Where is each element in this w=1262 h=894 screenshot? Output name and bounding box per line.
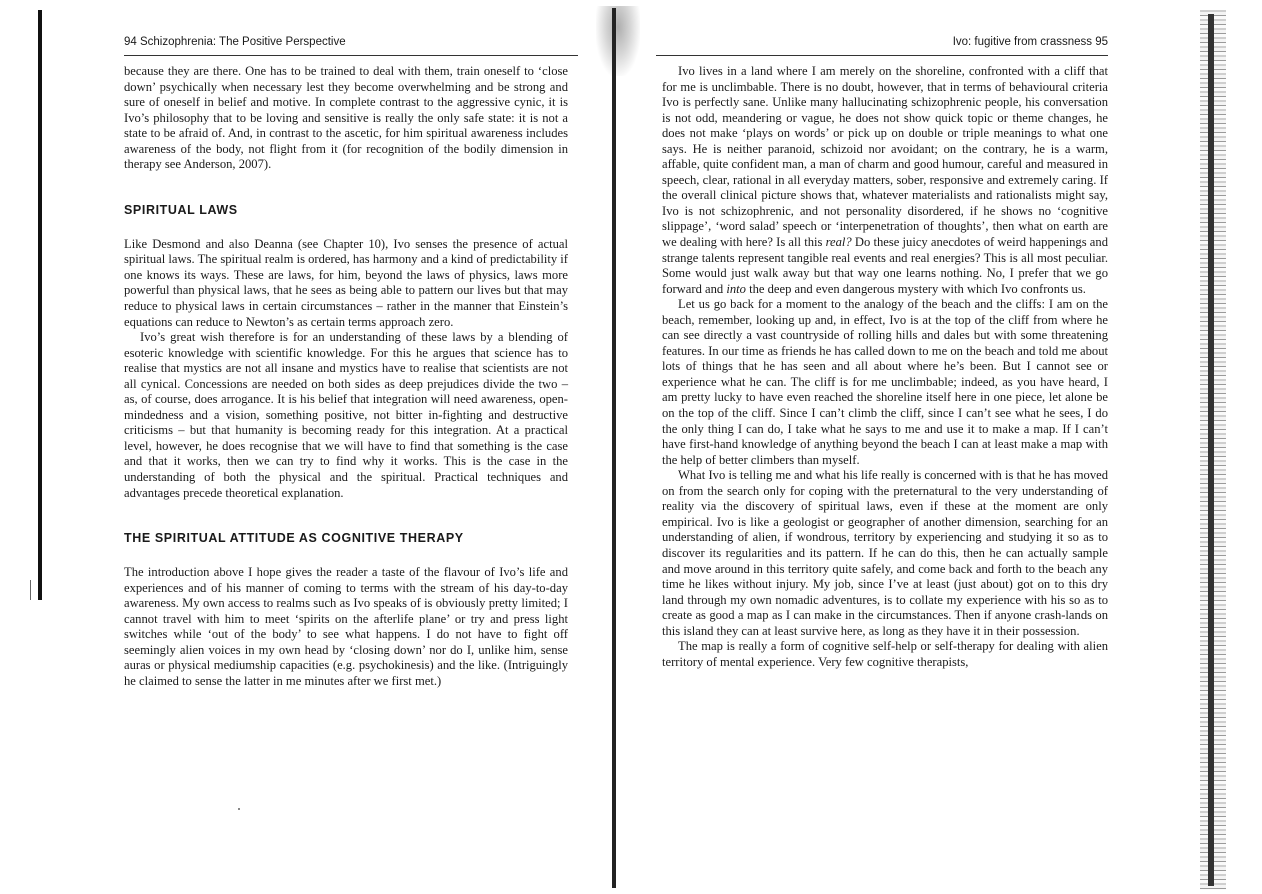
scan-shadow-left xyxy=(38,10,42,600)
paragraph-spiritual-laws-1: Like Desmond and also Deanna (see Chapter 10), Ivo senses the presence of actual spiritual laws. The spiritual realm is ordered, has harmony and a kind of predictability if one knows its ways. These are laws, for him, beyond the laws of physics, laws more powerful than physical laws, that he sees as being able to pattern our lives but that may reduce to physical laws in certain circumstances – rather in the manner that Einstein’s equations can reduce to Newton’s as certain terms approach zero. xyxy=(124,236,568,329)
text-run: the deep and even dangerous mystery with which Ivo confronts us. xyxy=(745,281,1086,296)
paragraph-map-self-help: The map is really a form of cognitive self-help or self-therapy for dealing with alien territory of mental experience. Very few cognitive therapists, xyxy=(662,639,1108,669)
heading-cognitive-therapy: THE SPIRITUAL ATTITUDE AS COGNITIVE THERAPY xyxy=(124,531,464,546)
left-running-head: 94 Schizophrenia: The Positive Perspective xyxy=(124,36,346,48)
text-run: Do these juicy anecdotes of weird happenings and strange talents represent tangible real events and real energies? This is all most peculiar. Some would just walk away but that way one learns nothing. No, I prefer that we go forward and xyxy=(662,235,1108,296)
right-header-rule xyxy=(656,55,1108,56)
paragraph-ivo-shoreline xyxy=(662,64,1108,297)
emphasis-real: real? xyxy=(825,235,852,250)
left-page xyxy=(124,36,568,690)
left-header-rule xyxy=(124,55,578,56)
scan-shadow-right xyxy=(1208,14,1214,886)
scan-speck xyxy=(238,808,240,810)
text-run: Ivo lives in a land where I am merely on the shoreline, confronted with a cliff that for me is unclimbable. There is no doubt, however, that in terms of behavioural criteria Ivo is perfectly sane. Unlike many hallucinating schizophrenic people, his conversation is not odd, meandering or vague, he does not show quick topic or theme changes, he does not make ‘plays on words’ or pick up on double or triple meanings to what one says. He is neither paranoid, schizoid nor avoidant; on the contrary, he is a warm, affable, quite confident man, a man of charm and good humour, careful and measured in speech, clear, rational in all everyday matters, sober, responsive and extremely caring. If the overall clinical picture shows that, whatever materialists and rationalists might say, Ivo is not schizophrenic, and not personality disordered, if he shows no ‘cognitive slippage’, ‘word salad’ speech or ‘interpenetration of thoughts’, then what on earth are we dealing with here? Is all this xyxy=(662,64,1108,250)
right-running-head: Ivo: fugitive from crassness 95 xyxy=(952,36,1108,48)
paragraph-spiritual-laws-2: Ivo’s great wish therefore is for an understanding of these laws by a blending of esoteric knowledge with scientific knowledge. For this he argues that science has to realise that mystics are not all insane and mystics have to realise that scientists are not all cynical. Concessions are needed on both sides as deep prejudices divide the two – as, of course, does arrogance. It is his belief that integration will need awareness, open-mindedness and a vision, something positive, not bitter in-fighting and destructive criticisms – but that humanity is becoming ready for this integration. At a practical level, however, he does recognise that we will have to find that something is the case and that it works, then we can try to find why it works. This is the case in the understanding of both the physical and the spiritual. Practical techniques and advantages precede theoretical explanation. xyxy=(124,330,568,500)
continued-paragraph: because they are there. One has to be trained to deal with them, train oneself to ‘close down’ psychically when necessary lest they become overwhelming and be strong and sure of oneself in belief and motive. In complete contrast to the aggressive cynic, it is Ivo’s philosophy that to be loving and sensitive is really the only safe state: it is not a state to be afraid of. And, in contrast to the ascetic, for him spiritual awareness includes awareness of the body, not flight from it (for recognition of the bodily dimension in therapy see Anderson, 2007). xyxy=(124,64,568,172)
book-gutter xyxy=(612,8,616,888)
paragraph-cognitive-therapy: The introduction above I hope gives the reader a taste of the flavour of Ivo’s life and experiences and of his manner of coming to terms with the stream of his day-to-day awareness. My own access to realms such as Ivo speaks of is obviously pretty limited; I cannot travel with him to meet ‘spirits on the afterlife plane’ or try and press light switches while ‘out of the body’ to see what happens. I do not have to fight off seemingly alien voices in my own head by ‘closing down’ nor do I, unlike him, sense auras or physical mediumship capacities (e.g. psychokinesis) and the like. (Intriguingly he claimed to sense the latter in me minutes after we first met.) xyxy=(124,565,568,688)
scan-mark xyxy=(30,580,31,600)
right-page xyxy=(662,36,1108,670)
heading-spiritual-laws: SPIRITUAL LAWS xyxy=(124,202,238,217)
paragraph-beach-analogy: Let us go back for a moment to the analogy of the beach and the cliffs: I am on the beach, remember, looking up and, in effect, Ivo is at the top of the cliff from where he can see directly a vast countryside of rolling hills and dales but with some threatening features. In our time as friends he has called down to me on the beach and told me about lots of things that he has seen and all about where he’s been. But I cannot see or experience what he can. The cliff is for me unclimbable; indeed, as you have heard, I am pretty lucky to have even reached the shoreline itself here in one piece, let alone be on the top of the cliff. Since I can’t climb the cliff, since I can’t see what he sees, I do the only thing I can do, I take what he says to me and use it to make a map. If I can’t have first-hand knowledge of anything beyond the beach I can at least make a map with the help of better climbers than myself. xyxy=(662,297,1108,467)
paragraph-spiritual-geographer: What Ivo is telling me and what his life really is concerned with is that he has moved on from the search only for coping with the preternatural to the very understanding of reality via the discovery of spiritual laws, even if these at the moment are only empirical. Ivo is like a geologist or geographer of another dimension, searching for an understanding of alien, if wondrous, territory by experiencing and studying it so as to discover its regularities and its pattern. If he can do this, then he can actually sample and move around in this territory quite safely, and come back and forth to the beach any time he likes without injury. My job, since I’ve at least (just about) got on to this dry land through my own nomadic adventures, is to collate my experience with his so as to create as good a map as I can make in the circumstances. Then if anyone crash-lands on this island they can at least survive here, as long as they have it in their possession. xyxy=(662,468,1108,638)
emphasis-into: into xyxy=(726,281,746,296)
binding-smudge xyxy=(596,6,640,76)
